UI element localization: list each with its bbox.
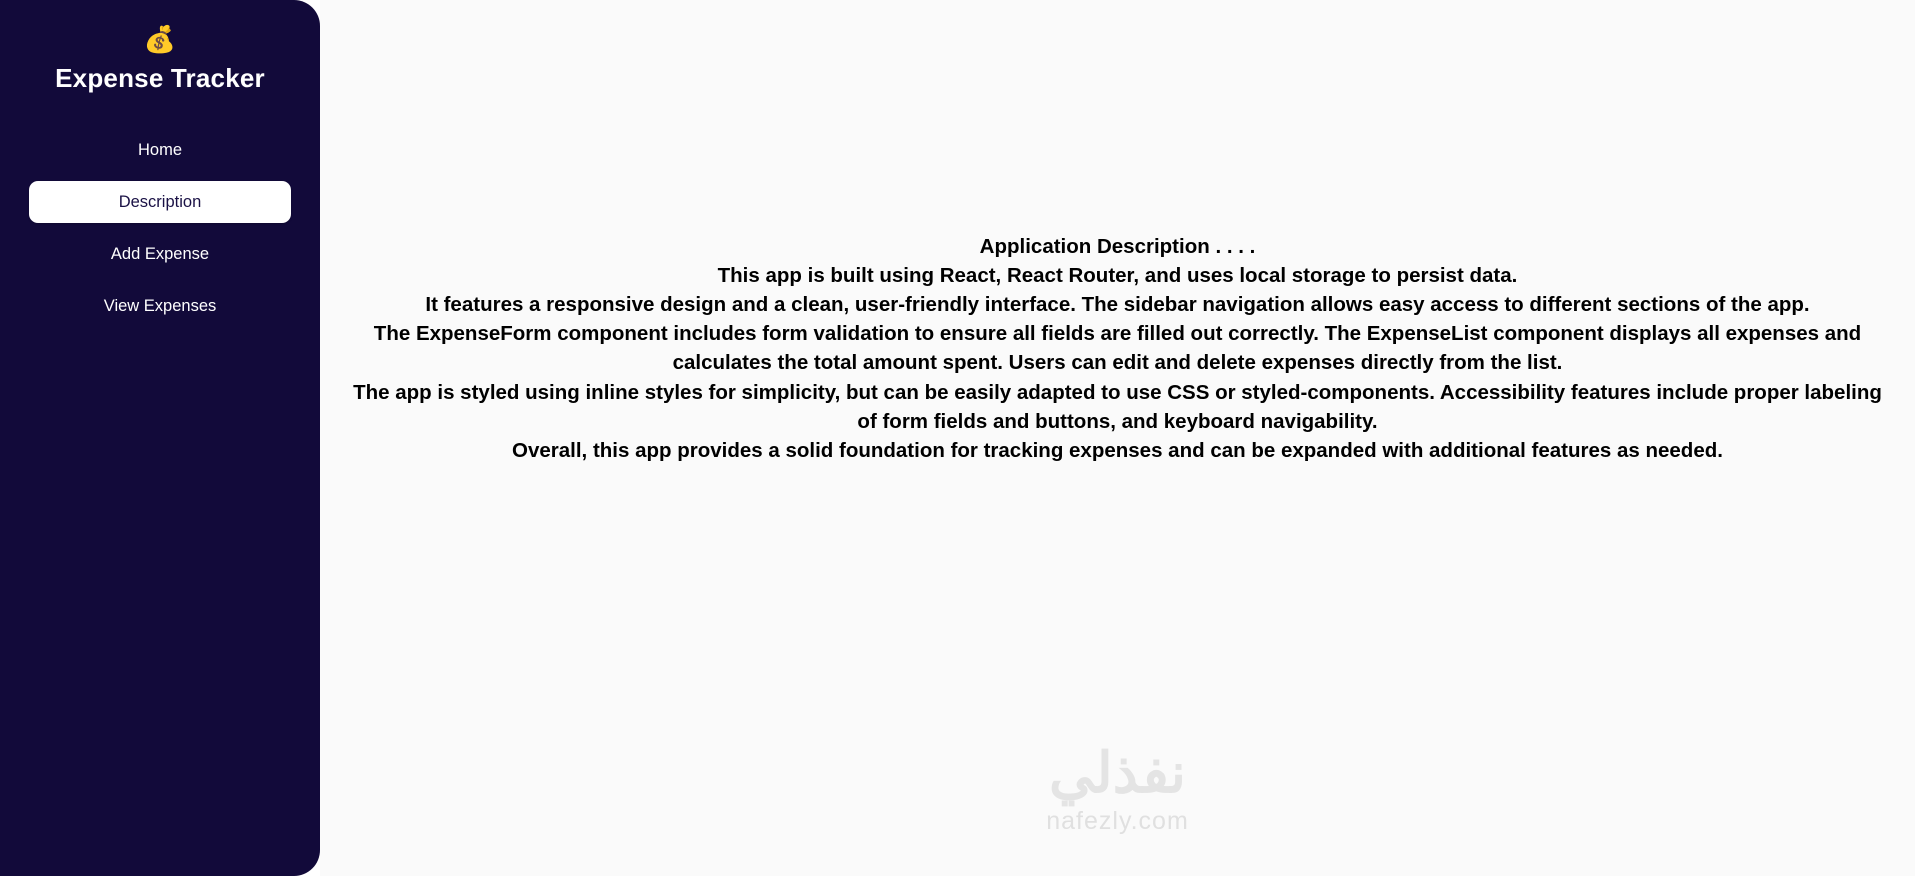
sidebar — [0, 0, 320, 876]
description-paragraph: This app is built using React, React Router, and uses local storage to persist data. — [717, 264, 1518, 288]
description-paragraph: The app is styled using inline styles for simplicity, but can be easily adapted to use CSS or styled-components. Accessibility features include proper labeling of form fields and buttons, and keyboard navigability. — [353, 380, 1882, 433]
watermark-arabic: نفذلي — [1048, 741, 1187, 805]
brand-title: Expense Tracker — [55, 63, 265, 93]
sidebar-item-view-expenses[interactable] — [29, 285, 291, 327]
sidebar-nav — [0, 129, 320, 327]
sidebar-item-label: Home — [137, 140, 182, 159]
main-content — [320, 0, 1915, 876]
watermark — [1046, 741, 1189, 836]
description-paragraph: It features a responsive design and a clean, user-friendly interface. The sidebar navigation allows easy access to different sections of the app. — [425, 293, 1810, 317]
sidebar-item-description[interactable] — [29, 181, 291, 223]
brand — [45, 26, 275, 95]
page-title: Application Description . . . . — [979, 235, 1256, 258]
sidebar-item-label: View Expenses — [103, 296, 217, 315]
description-block — [320, 232, 1915, 465]
money-bag-icon: 💰 — [143, 24, 177, 54]
sidebar-item-label: Description — [118, 192, 202, 211]
sidebar-item-home[interactable] — [29, 129, 291, 171]
sidebar-item-add-expense[interactable] — [29, 233, 291, 275]
description-paragraph: Overall, this app provides a solid foundation for tracking expenses and can be expanded with additional features as needed. — [512, 438, 1723, 462]
watermark-latin: nafezly.com — [1046, 807, 1189, 835]
description-paragraph: The ExpenseForm component includes form validation to ensure all fields are filled out correctly. The ExpenseList component displays all expenses and calculates the total amount spent. Users can edit and delete expenses directly from the list. — [373, 322, 1862, 375]
sidebar-item-label: Add Expense — [110, 244, 210, 263]
